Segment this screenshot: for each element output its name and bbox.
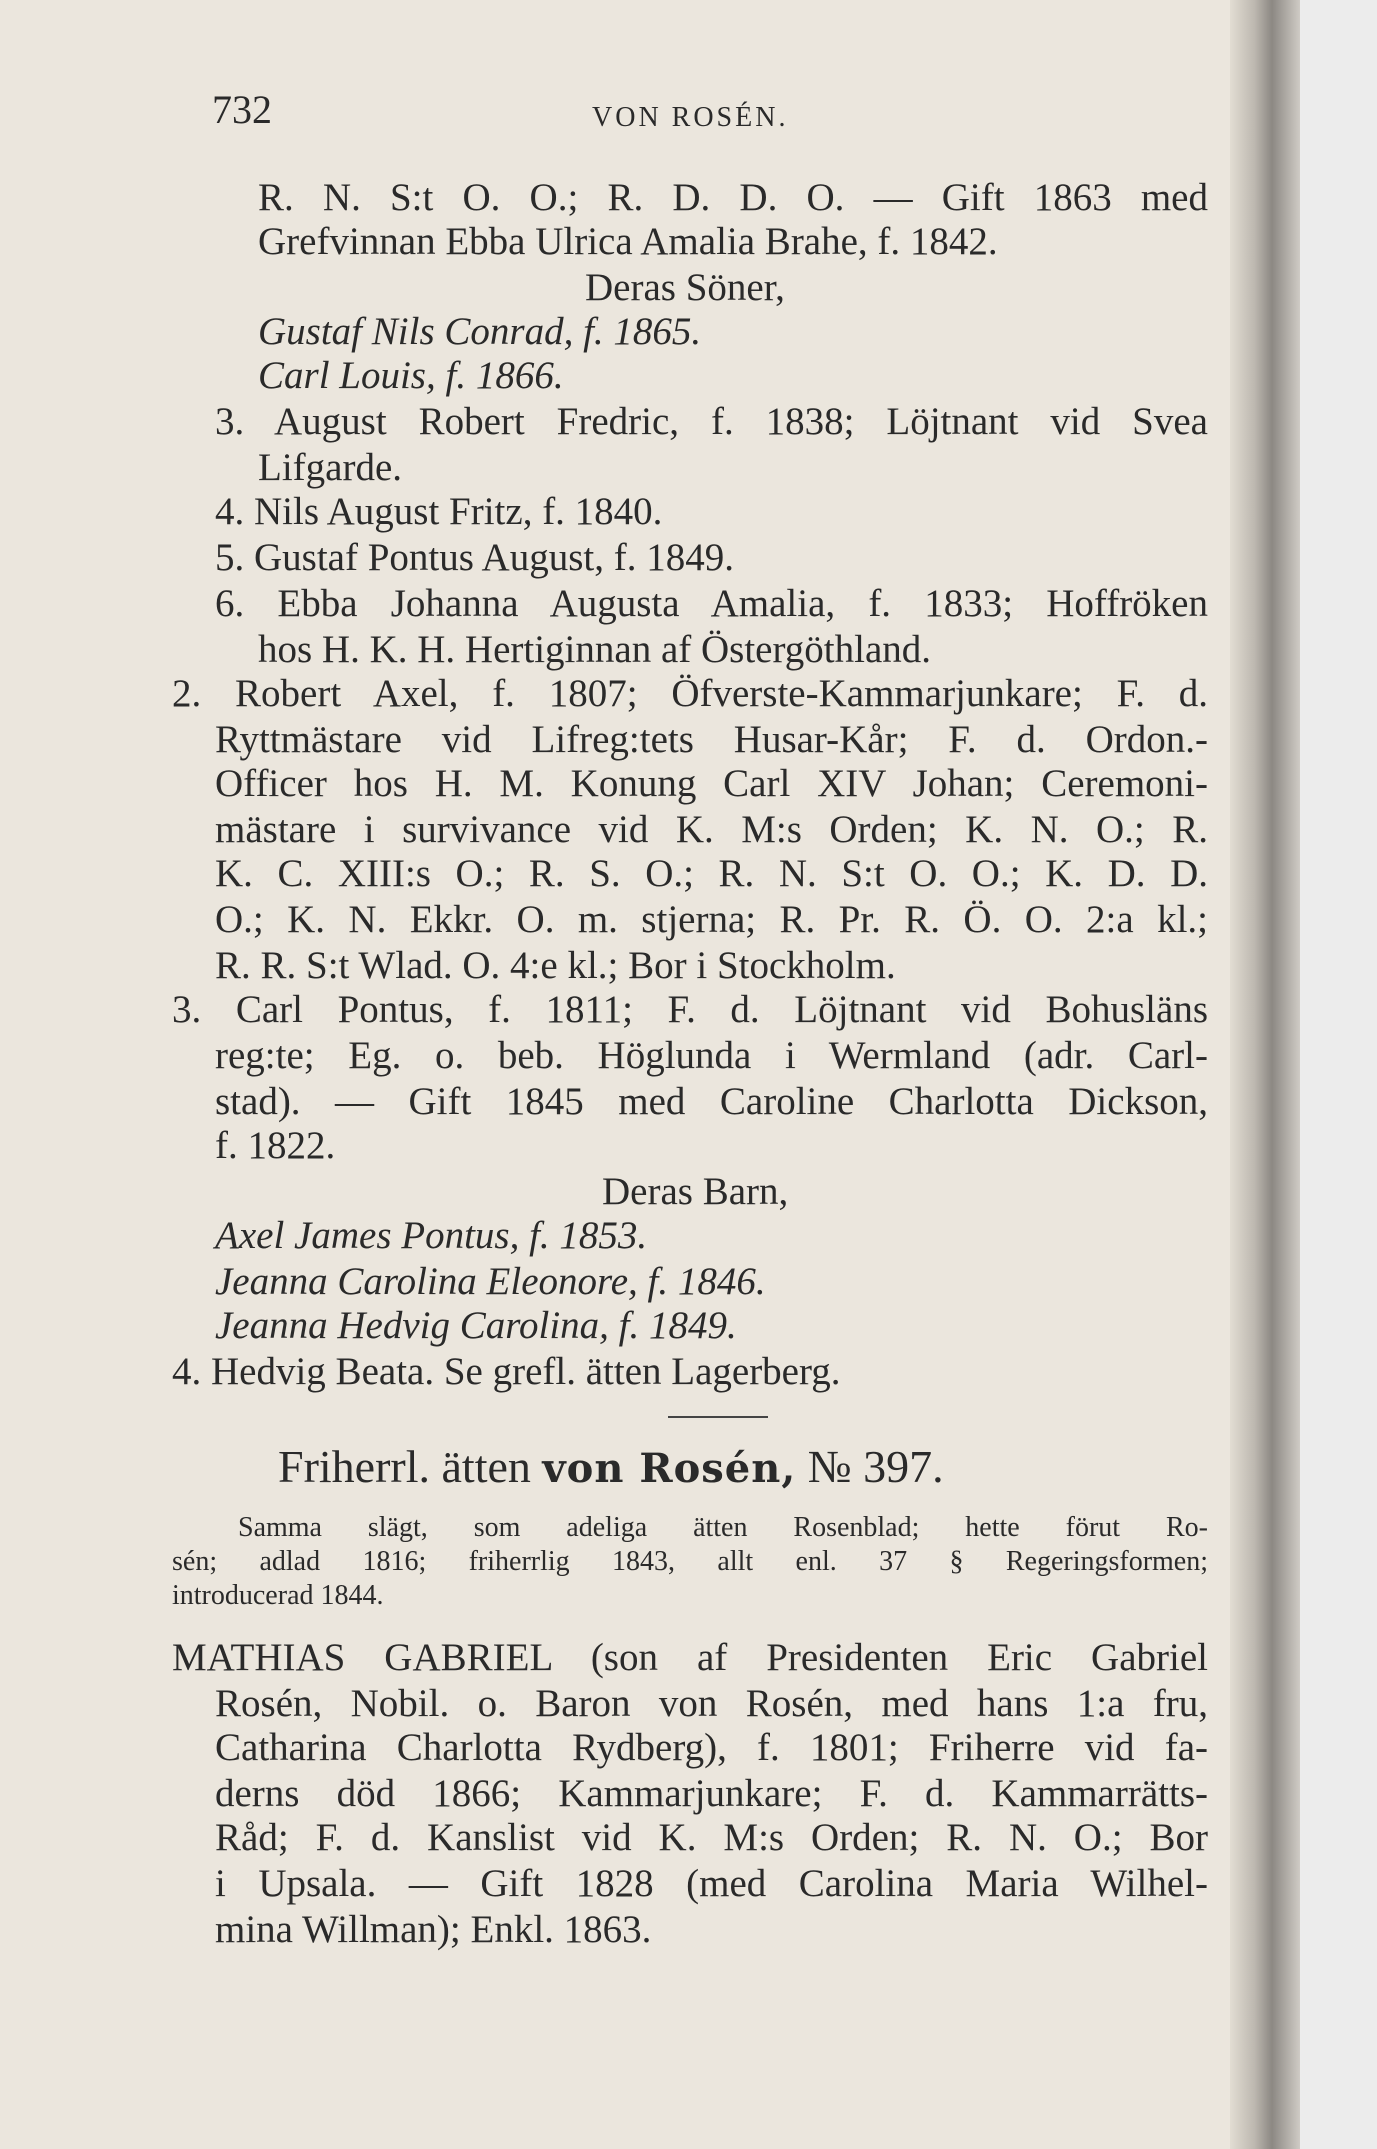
text-line: O.; K. N. Ekkr. O. m. stjerna; R. Pr. R. Ö. O. 2:a kl.; bbox=[215, 898, 1208, 941]
heading-prefix: Friherrl. ätten bbox=[278, 1441, 531, 1492]
text-line: mina Willman); Enkl. 1863. bbox=[215, 1908, 652, 1951]
intro-line: introducerad 1844. bbox=[172, 1580, 384, 1611]
section-heading bbox=[278, 1440, 944, 1496]
text-line: Lifgarde. bbox=[258, 446, 403, 489]
page-number: 732 bbox=[212, 87, 272, 132]
text-line: Råd; F. d. Kanslist vid K. M:s Orden; R. N. O.; Bor bbox=[215, 1816, 1208, 1859]
intro-line: sén; adlad 1816; friherrlig 1843, allt enl. 37 § Regeringsformen; bbox=[172, 1546, 1208, 1577]
text-line: Carl Louis, f. 1866. bbox=[258, 354, 564, 397]
text-line: Axel James Pontus, f. 1853. bbox=[215, 1214, 648, 1257]
text-line: mästare i survivance vid K. M:s Orden; K. N. O.; R. bbox=[215, 808, 1208, 851]
text-line: stad). — Gift 1845 med Caroline Charlotta Dickson, bbox=[215, 1080, 1208, 1123]
text-line: Officer hos H. M. Konung Carl XIV Johan; Ceremoni- bbox=[215, 762, 1208, 805]
text-line: 4. Hedvig Beata. Se grefl. ätten Lagerberg. bbox=[172, 1350, 841, 1393]
text-line: Deras Barn, bbox=[602, 1170, 789, 1213]
text-line: Gustaf Nils Conrad, f. 1865. bbox=[258, 310, 702, 353]
text-line: K. C. XIII:s O.; R. S. O.; R. N. S:t O. O.; K. D. D. bbox=[215, 852, 1208, 895]
text-line: f. 1822. bbox=[215, 1124, 336, 1167]
text-line: 5. Gustaf Pontus August, f. 1849. bbox=[215, 536, 734, 579]
text-line: derns död 1866; Kammarjunkare; F. d. Kammarrätts- bbox=[215, 1772, 1208, 1815]
text-line: 4. Nils August Fritz, f. 1840. bbox=[215, 490, 663, 533]
text-line: R. R. S:t Wlad. O. 4:e kl.; Bor i Stockholm. bbox=[215, 944, 896, 987]
text-line: Jeanna Carolina Eleonore, f. 1846. bbox=[215, 1260, 766, 1303]
text-line: MATHIAS GABRIEL (son af Presidenten Eric Gabriel bbox=[172, 1636, 1208, 1679]
text-line: hos H. K. H. Hertiginnan af Östergöthland. bbox=[258, 628, 931, 671]
text-line: R. N. S:t O. O.; R. D. D. O. — Gift 1863 med bbox=[258, 176, 1208, 219]
text-line: Grefvinnan Ebba Ulrica Amalia Brahe, f. 1842. bbox=[258, 220, 998, 263]
text-line: Ryttmästare vid Lifreg:tets Husar-Kår; F. d. Ordon.- bbox=[215, 718, 1208, 761]
text-line: 2. Robert Axel, f. 1807; Öfverste-Kammarjunkare; F. d. bbox=[172, 672, 1208, 715]
text-line: Jeanna Hedvig Carolina, f. 1849. bbox=[215, 1304, 737, 1347]
text-line: Deras Söner, bbox=[585, 266, 785, 309]
heading-number: № 397. bbox=[807, 1441, 944, 1492]
text-line: 3. Carl Pontus, f. 1811; F. d. Löjtnant vid Bohusläns bbox=[172, 988, 1208, 1031]
running-title: VON ROSÉN. bbox=[592, 102, 789, 133]
scan-background bbox=[1300, 0, 1377, 2149]
section-divider bbox=[668, 1416, 768, 1418]
heading-family-name: von Rosén, bbox=[542, 1445, 797, 1492]
text-line: 3. August Robert Fredric, f. 1838; Löjtnant vid Svea bbox=[215, 400, 1208, 443]
text-line: Rosén, Nobil. o. Baron von Rosén, med hans 1:a fru, bbox=[215, 1682, 1208, 1725]
text-line: i Upsala. — Gift 1828 (med Carolina Maria Wilhel- bbox=[215, 1862, 1208, 1905]
text-line: reg:te; Eg. o. beb. Höglunda i Wermland (adr. Carl- bbox=[215, 1034, 1208, 1077]
intro-line: Samma slägt, som adeliga ätten Rosenblad; hette förut Ro- bbox=[238, 1512, 1208, 1543]
book-spine-shadow bbox=[1230, 0, 1300, 2149]
text-line: Catharina Charlotta Rydberg), f. 1801; Friherre vid fa- bbox=[215, 1726, 1208, 1769]
text-line: 6. Ebba Johanna Augusta Amalia, f. 1833; Hoffröken bbox=[215, 582, 1208, 625]
